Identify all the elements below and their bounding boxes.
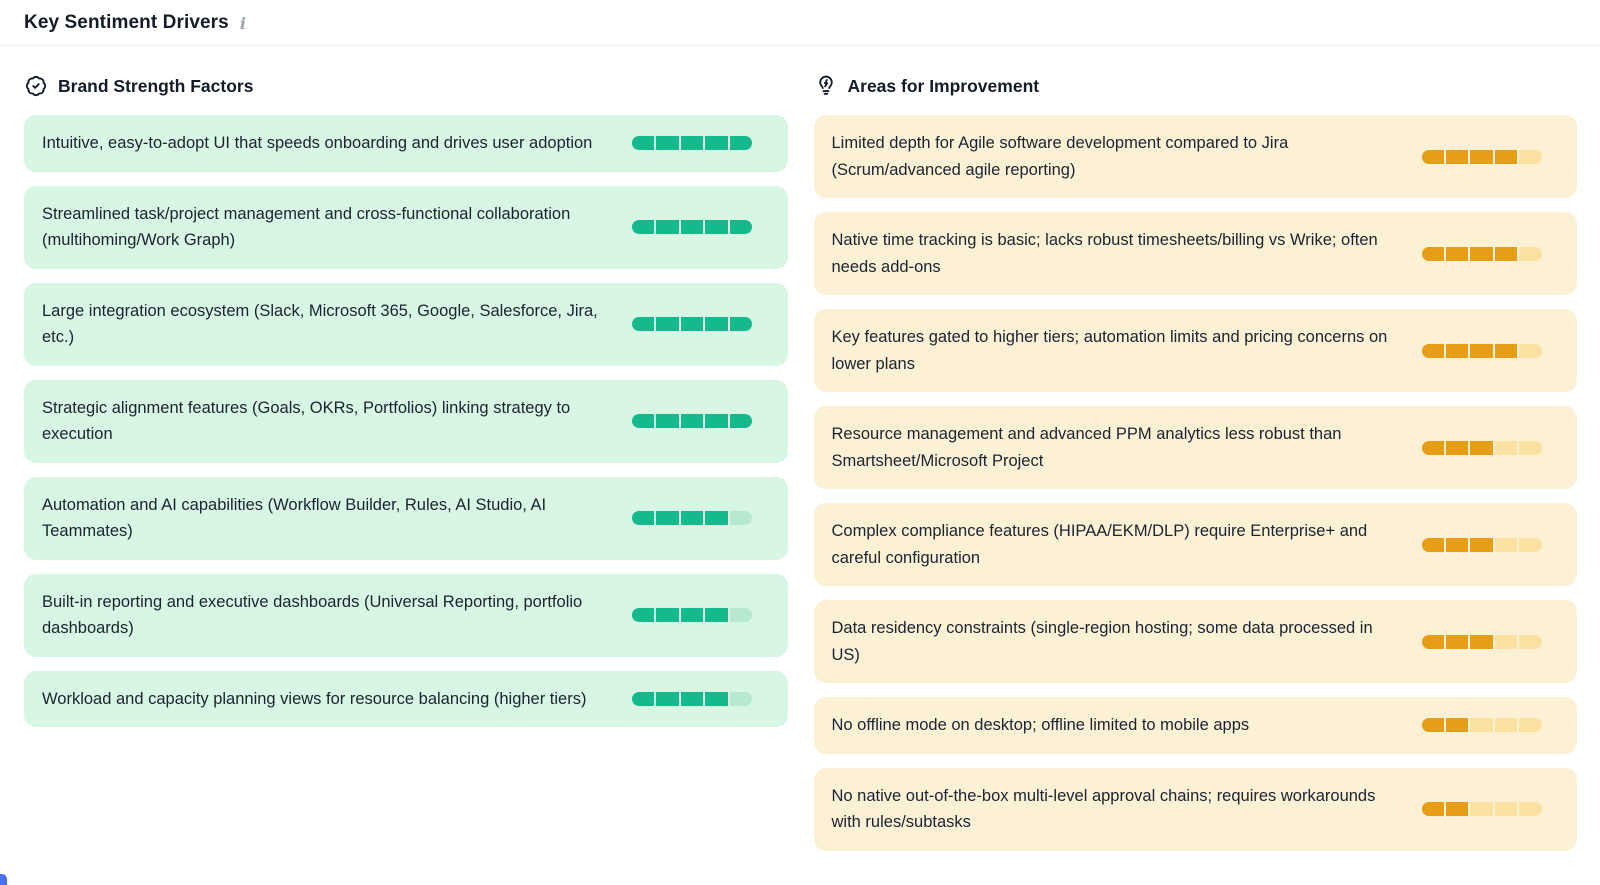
score-segment bbox=[1495, 441, 1517, 455]
score-segment bbox=[656, 692, 678, 706]
score-segment bbox=[656, 511, 678, 525]
lightbulb-bolt-icon bbox=[815, 75, 837, 97]
score-segment bbox=[1519, 247, 1541, 261]
score-segment bbox=[632, 511, 654, 525]
strength-score-bar bbox=[632, 136, 752, 150]
strength-score-bar bbox=[632, 511, 752, 525]
score-segment bbox=[656, 136, 678, 150]
score-segment bbox=[1446, 635, 1468, 649]
score-segment bbox=[1446, 150, 1468, 164]
score-segment bbox=[656, 608, 678, 622]
improvement-score-bar bbox=[1422, 802, 1542, 816]
score-segment bbox=[1422, 247, 1444, 261]
page-header bbox=[0, 0, 1600, 46]
improvement-text: Key features gated to higher tiers; automation limits and pricing concerns on lower plans bbox=[831, 328, 1388, 373]
score-segment bbox=[705, 608, 727, 622]
score-segment bbox=[1495, 538, 1517, 552]
strength-card bbox=[24, 283, 788, 366]
improvement-text: No native out-of-the-box multi-level approval chains; requires workarounds with rules/subtasks bbox=[831, 786, 1376, 831]
score-segment bbox=[730, 511, 752, 525]
improvement-score-bar bbox=[1422, 635, 1542, 649]
score-segment bbox=[730, 608, 752, 622]
brand-strength-column bbox=[24, 46, 788, 741]
score-segment bbox=[1446, 441, 1468, 455]
score-segment bbox=[1422, 538, 1444, 552]
strength-text: Automation and AI capabilities (Workflow Builder, Rules, AI Studio, AI Teammates) bbox=[42, 495, 547, 540]
score-segment bbox=[1470, 538, 1492, 552]
improvement-card bbox=[814, 309, 1578, 392]
score-segment bbox=[681, 608, 703, 622]
strength-card bbox=[24, 574, 788, 657]
improvement-score-bar bbox=[1422, 538, 1542, 552]
score-segment bbox=[1422, 150, 1444, 164]
score-segment bbox=[1495, 247, 1517, 261]
score-segment bbox=[1519, 441, 1541, 455]
score-segment bbox=[1446, 538, 1468, 552]
strength-card bbox=[24, 477, 788, 560]
improvement-header bbox=[815, 75, 1578, 97]
improvement-column bbox=[814, 46, 1578, 865]
score-segment bbox=[1495, 718, 1517, 732]
score-segment bbox=[1446, 344, 1468, 358]
strength-text: Built-in reporting and executive dashboards (Universal Reporting, portfolio dashboards) bbox=[42, 592, 583, 637]
strength-score-bar bbox=[632, 317, 752, 331]
improvement-card bbox=[814, 115, 1578, 198]
improvement-text: Limited depth for Agile software development compared to Jira (Scrum/advanced agile reporting) bbox=[831, 134, 1289, 179]
score-segment bbox=[705, 414, 727, 428]
score-segment bbox=[1470, 802, 1492, 816]
brand-strength-title: Brand Strength Factors bbox=[58, 75, 254, 96]
badge-check-icon bbox=[25, 75, 47, 97]
score-segment bbox=[681, 692, 703, 706]
improvement-score-bar bbox=[1422, 441, 1542, 455]
score-segment bbox=[656, 414, 678, 428]
score-segment bbox=[1495, 344, 1517, 358]
improvement-card bbox=[814, 697, 1578, 754]
brand-strength-list bbox=[24, 115, 788, 727]
strength-text: Intuitive, easy-to-adopt UI that speeds onboarding and drives user adoption bbox=[42, 134, 593, 152]
score-segment bbox=[1519, 802, 1541, 816]
improvement-text: Data residency constraints (single-region hosting; some data processed in US) bbox=[831, 619, 1373, 664]
score-segment bbox=[1495, 150, 1517, 164]
score-segment bbox=[1470, 441, 1492, 455]
score-segment bbox=[1446, 802, 1468, 816]
score-segment bbox=[632, 608, 654, 622]
score-segment bbox=[730, 220, 752, 234]
improvement-score-bar bbox=[1422, 344, 1542, 358]
info-icon[interactable]: i bbox=[239, 14, 246, 33]
improvement-card bbox=[814, 406, 1578, 489]
score-segment bbox=[632, 220, 654, 234]
score-segment bbox=[632, 317, 654, 331]
strength-text: Strategic alignment features (Goals, OKRs, Portfolios) linking strategy to execution bbox=[42, 398, 571, 443]
score-segment bbox=[1422, 344, 1444, 358]
score-segment bbox=[1519, 635, 1541, 649]
brand-strength-header bbox=[25, 75, 788, 97]
strength-card bbox=[24, 380, 788, 463]
improvement-score-bar bbox=[1422, 247, 1542, 261]
page-title: Key Sentiment Drivers bbox=[24, 12, 229, 33]
strength-score-bar bbox=[632, 414, 752, 428]
strength-score-bar bbox=[632, 692, 752, 706]
score-segment bbox=[632, 692, 654, 706]
score-segment bbox=[705, 220, 727, 234]
improvement-text: Native time tracking is basic; lacks robust timesheets/billing vs Wrike; often needs add-ons bbox=[831, 231, 1378, 276]
score-segment bbox=[730, 414, 752, 428]
score-segment bbox=[1495, 802, 1517, 816]
score-segment bbox=[1519, 718, 1541, 732]
strength-card bbox=[24, 186, 788, 269]
score-segment bbox=[1470, 718, 1492, 732]
sentiment-columns bbox=[0, 46, 1600, 865]
score-segment bbox=[1470, 150, 1492, 164]
score-segment bbox=[681, 414, 703, 428]
improvement-text: Complex compliance features (HIPAA/EKM/DLP) require Enterprise+ and careful configuration bbox=[831, 522, 1368, 567]
improvement-list bbox=[814, 115, 1578, 851]
score-segment bbox=[1446, 247, 1468, 261]
improvement-card bbox=[814, 600, 1578, 683]
score-segment bbox=[1495, 635, 1517, 649]
improvement-score-bar bbox=[1422, 150, 1542, 164]
score-segment bbox=[705, 692, 727, 706]
score-segment bbox=[656, 220, 678, 234]
score-segment bbox=[705, 136, 727, 150]
score-segment bbox=[632, 136, 654, 150]
score-segment bbox=[730, 692, 752, 706]
score-segment bbox=[681, 317, 703, 331]
improvement-text: Resource management and advanced PPM analytics less robust than Smartsheet/Microsoft Project bbox=[831, 425, 1342, 470]
score-segment bbox=[681, 511, 703, 525]
score-segment bbox=[1422, 635, 1444, 649]
strength-score-bar bbox=[632, 608, 752, 622]
score-segment bbox=[1470, 635, 1492, 649]
improvement-text: No offline mode on desktop; offline limited to mobile apps bbox=[831, 716, 1250, 734]
strength-score-bar bbox=[632, 220, 752, 234]
score-segment bbox=[1422, 441, 1444, 455]
score-segment bbox=[1519, 538, 1541, 552]
strength-card bbox=[24, 115, 788, 172]
strength-card bbox=[24, 671, 788, 728]
score-segment bbox=[681, 220, 703, 234]
improvement-score-bar bbox=[1422, 718, 1542, 732]
score-segment bbox=[681, 136, 703, 150]
improvement-card bbox=[814, 212, 1578, 295]
improvement-card bbox=[814, 503, 1578, 586]
improvement-title: Areas for Improvement bbox=[847, 75, 1040, 96]
score-segment bbox=[656, 317, 678, 331]
score-segment bbox=[1422, 718, 1444, 732]
score-segment bbox=[1470, 247, 1492, 261]
score-segment bbox=[632, 414, 654, 428]
strength-text: Streamlined task/project management and cross-functional collaboration (multihoming/Work Graph) bbox=[42, 204, 571, 249]
score-segment bbox=[1519, 344, 1541, 358]
score-segment bbox=[1446, 718, 1468, 732]
strength-text: Large integration ecosystem (Slack, Microsoft 365, Google, Salesforce, Jira, etc.) bbox=[42, 301, 598, 346]
score-segment bbox=[730, 136, 752, 150]
score-segment bbox=[1422, 802, 1444, 816]
strength-text: Workload and capacity planning views for resource balancing (higher tiers) bbox=[42, 689, 587, 708]
score-segment bbox=[730, 317, 752, 331]
corner-artifact bbox=[0, 874, 7, 885]
score-segment bbox=[705, 511, 727, 525]
improvement-card bbox=[814, 768, 1578, 851]
score-segment bbox=[1470, 344, 1492, 358]
score-segment bbox=[1519, 150, 1541, 164]
score-segment bbox=[705, 317, 727, 331]
